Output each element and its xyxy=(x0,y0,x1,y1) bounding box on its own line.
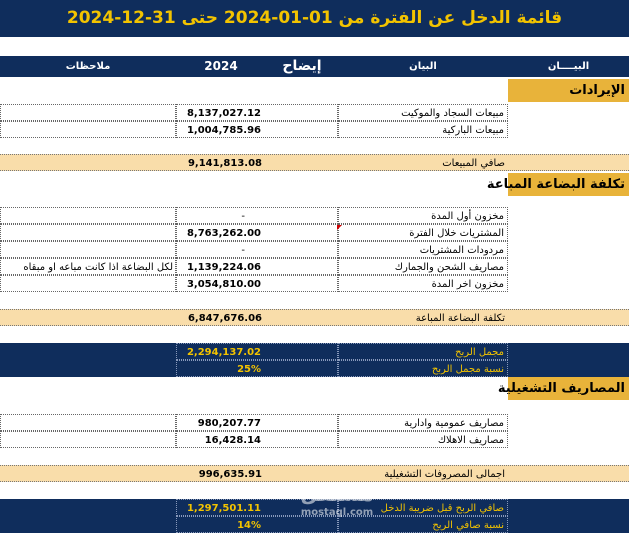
report-title: قائمة الدخل عن الفترة من 01-01-2024 حتى 31-12-2024 xyxy=(66,8,563,28)
note-cell xyxy=(0,241,176,258)
note-cell xyxy=(0,275,176,292)
shipping-customs-label: مصاريف الشحن والجمارك xyxy=(338,258,508,275)
gross-margin-label: نسبة مجمل الربح xyxy=(338,360,508,377)
depreciation-value: 16,428.14 xyxy=(176,431,338,448)
note-cell xyxy=(0,431,176,448)
note-cell xyxy=(0,104,176,121)
closing-inventory-value: 3,054,810.00 xyxy=(176,275,338,292)
purchase-returns-value: - xyxy=(176,241,338,258)
note-cell xyxy=(0,121,176,138)
net-margin-label: نسبة صافي الربح xyxy=(338,516,508,533)
note-cell xyxy=(0,224,176,241)
net-profit-label: صافي الربح قبل ضريبة الدخل xyxy=(338,499,508,516)
net-margin-value: 14% xyxy=(176,516,338,533)
shipping-customs-value: 1,139,224.06 xyxy=(176,258,338,275)
net-sales-label: صافي المبيعات xyxy=(442,158,505,169)
net-sales-value: 9,141,813.08 xyxy=(187,158,262,169)
general-admin-value: 980,207.77 xyxy=(176,414,338,431)
section-opex: المصاريف التشغيلية xyxy=(508,377,629,400)
carpet-sales-value: 8,137,027.12 xyxy=(176,104,338,121)
cogs-total-value: 6,847,676.06 xyxy=(187,313,262,324)
section-revenues: الإيرادات xyxy=(508,79,629,102)
header-statement: البيان xyxy=(409,61,437,72)
gross-profit-label: مجمل الربح xyxy=(338,343,508,360)
gross-margin-value: 25% xyxy=(176,360,338,377)
gross-margin-row xyxy=(0,360,629,377)
comment-marker-icon[interactable] xyxy=(337,225,342,230)
opex-total-label: اجمالى المصروفات التشغيلية xyxy=(384,469,505,480)
cogs-total-row xyxy=(0,309,629,326)
shipping-note: لكل البضاعة اذا كانت مباعه او مبقاه xyxy=(0,258,176,275)
note-cell xyxy=(0,414,176,431)
header-notes: ملاحظات xyxy=(65,61,111,72)
closing-inventory-label: مخزون اخر المدة xyxy=(338,275,508,292)
parquet-sales-value: 1,004,785.96 xyxy=(176,121,338,138)
watermark-brand: مستقل xyxy=(300,482,374,506)
opex-total-row xyxy=(0,465,629,482)
net-profit-value: 1,297,501.11 xyxy=(176,499,338,516)
note-cell xyxy=(0,207,176,224)
depreciation-label: مصاريف الاهلاك xyxy=(338,431,508,448)
purchase-returns-label: مردودات المشتريات xyxy=(338,241,508,258)
parquet-sales-label: مبيعات الباركية xyxy=(338,121,508,138)
carpet-sales-label: مبيعات السجاد والموكيت xyxy=(338,104,508,121)
purchases-value: 8,763,262.00 xyxy=(176,224,338,241)
general-admin-label: مصاريف عمومية وادارية xyxy=(338,414,508,431)
header-statement-main: البيــــان xyxy=(547,61,590,72)
header-year: 2024 xyxy=(204,59,238,73)
gross-profit-value: 2,294,137.02 xyxy=(176,343,338,360)
opex-total-value: 996,635.91 xyxy=(198,469,262,480)
net-sales-row xyxy=(0,154,629,171)
section-cogs: تكلفة البضاعة المباعة xyxy=(508,173,629,196)
opening-inventory-value: - xyxy=(176,207,338,224)
cogs-total-label: تكلفة البضاعة المباعة xyxy=(415,313,505,324)
opening-inventory-label: مخزون أول المدة xyxy=(338,207,508,224)
gross-profit-row xyxy=(0,343,629,360)
watermark-site: mostaql.com xyxy=(300,507,374,518)
mostaql-watermark xyxy=(282,481,392,529)
purchases-label: المشتريات خلال الفترة xyxy=(338,224,508,241)
header-clarification: إيضاح xyxy=(282,58,322,74)
